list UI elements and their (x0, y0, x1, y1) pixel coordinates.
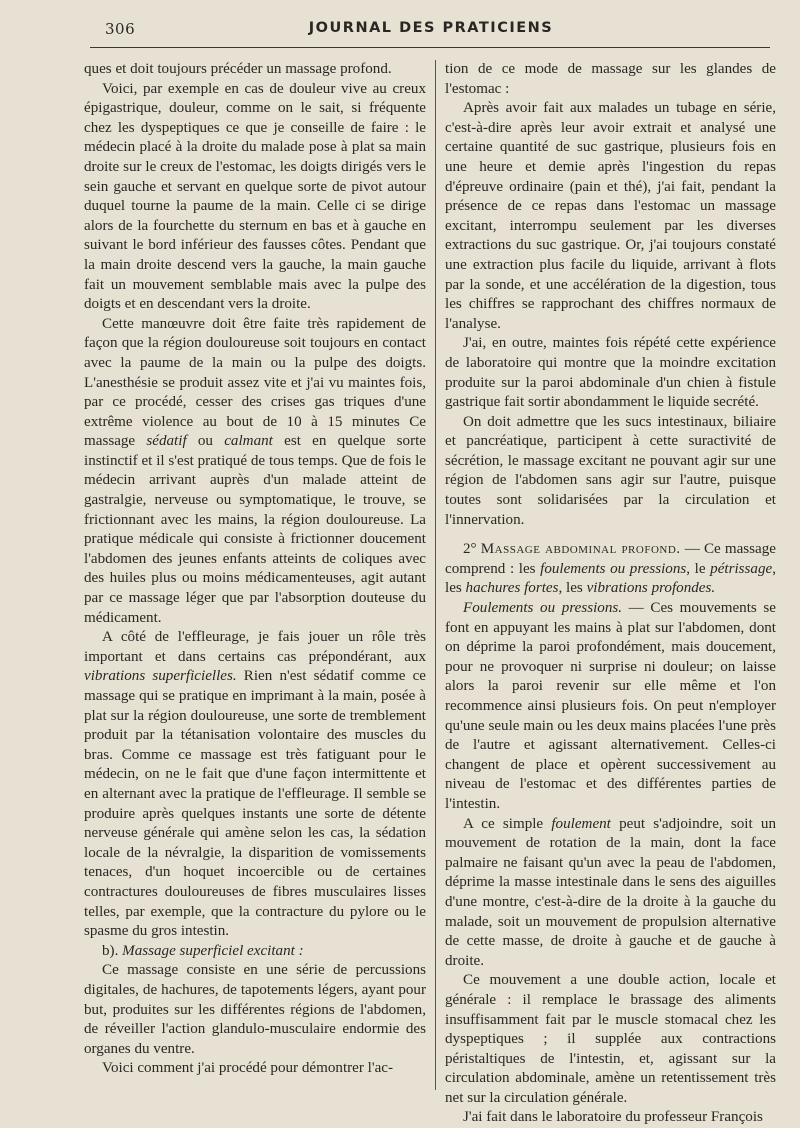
section-heading: Massage abdominal profond. (480, 541, 681, 558)
emphasis: vibrations superficielles. (84, 668, 237, 685)
column-divider (435, 60, 436, 1090)
paragraph: A ce simple foulement peut s'adjoindre, soit un mouvement de rotation de la main, dont la face palmaire ne faisant qu'un avec la peau de l'abdomen, déprime la masse intestinale dans le sens des aiguilles d'une montre, c'est-à-dire de la droite à la gauche du malade, soit un mouvement de propulsion alternative de cette masse, de droite à gauche et de gauche à droite. (445, 815, 776, 969)
emphasis: calmant (224, 433, 273, 450)
emphasis: Foulements ou pressions. (463, 600, 623, 617)
paragraph: A côté de l'effleurage, je fais jouer un rôle très important et dans certains cas prépondérant, aux vibrations superficielles. Rien n'est sédatif comme ce massage qui se pratique en imprimant à la main, posée à plat sur la région douloureuse, une sorte de tremblement produit par la tétanisation volontaire des muscles du bras. Comme ce massage est très fatiguant pour le médecin, on ne le fait que d'une façon intermittente et en alternant avec la pratique de l'effleurage. Il semble se produire après quelques instants une sorte de détente nerveuse générale qui amène selon les cas, la sédation locale de la névralgie, la disparition de vomissements tenaces, d'un hoquet incoercible ou de certaines contractures douloureuses de fibres musculaires lisses telles, par exemple, que la contracture du pylore ou le spasme du gros intestin. (84, 629, 426, 940)
left-column (84, 60, 426, 1090)
header-rule (90, 47, 770, 48)
paragraph: J'ai fait dans le laboratoire du professeur François (463, 1109, 763, 1126)
emphasis: sédatif (146, 433, 187, 450)
paragraph: tion de ce mode de massage sur les glandes de l'estomac : (445, 61, 776, 97)
paragraph: Foulements ou pressions. — Ces mouvements se font en appuyant les mains à plat sur l'abdomen, dont on déprime la paroi profondément, mais doucement, pour ne provoquer ni surprise ni douleur; on laisse alors la paroi revenir sur elle même et l'on recommence ainsi plusieurs fois. On peut n'employer qu'une seule main ou les deux mains placées l'une près de l'autre et agissant alternativement. Celles-ci changent de place et opèrent successivement au niveau de l'estomac et des différentes parties de l'intestin. (445, 600, 776, 812)
paragraph: Après avoir fait aux malades un tubage en série, c'est-à-dire après leur avoir extrait et analysé une certaine quantité de suc gastrique, plusieurs fois en une heure et demie après l'ingestion du repas d'épreuve ordinaire (pain et thé), j'ai fait, pendant la présence de ce repas dans l'estomac un massage excitant, interrompu seulement par les diverses extractions du suc gastrique. Or, j'ai toujours constaté une extraction plus facile du liquide, arrivant à flots par la sonde, et une accélération de la digestion, tous les chiffres se rapprochant des chiffres normaux de l'analyse. (445, 100, 776, 332)
paragraph: ques et doit toujours précéder un massage profond. (84, 61, 392, 77)
paragraph: Ce mouvement a une double action, locale et générale : il remplace le brassage des aliments insuffisamment fait par le muscle stomacal chez les dyspeptiques ; il supplée aux contractions péristaltiques de l'intestin, et, agissant sur la circulation abdominale, amène un retentissement très net sur la circulation générale. (445, 972, 776, 1106)
paragraph: Voici, par exemple en cas de douleur vive au creux épigastrique, douleur, comme on le sait, si fréquente chez les dyspeptiques ce que je conseille de faire : le médecin placé à la droite du malade pose à plat sa main droite sur le creux de l'estomac, les doigts dirigés vers le sein gauche et servant en quelque sorte de pivot autour duquel tourne la paume de la main. Celle ci se dirige alors de la fourchette du sternum en bas et à gauche en suivant le bord inférieur des fausses côtes. Pendant que la main droite descend vers la gauche, la main gauche fait un mouvement semblable mais avec la pulpe des doigts et en descendant vers la droite. (84, 80, 426, 313)
page-header (95, 20, 767, 44)
paragraph: On doit admettre que les sucs intestinaux, biliaire et pancréatique, participent à cette suractivité de sécrétion, le massage excitant ne pouvant agir sur une région de l'abdomen sans agir sur l'autre, puisque toutes sont solidarisées par la circulation et l'innervation. (445, 413, 776, 528)
paragraph: J'ai, en outre, maintes fois répété cette expérience de laboratoire qui montre que la moindre excitation produite sur la paroi abdominale d'un chien à fistule gastrique fait sortir abondamment le liquide secrété. (445, 335, 776, 411)
emphasis: Massage superficiel excitant : (122, 942, 304, 959)
section-heading-paragraph: 2° Massage abdominal profond. — Ce massage comprend : les foulements ou pressions, le pétrissage, les hachures fortes, les vibrations profondes. (445, 541, 776, 597)
page-number: 306 (105, 20, 136, 38)
journal-title: JOURNAL DES PRATICIENS (308, 20, 554, 36)
paragraph: Ce massage consiste en une série de percussions digitales, de hachures, de tapotements légers, ayant pour but, produites sur les différentes régions de l'abdomen, de réveiller l'action glandulo-musculaire endormie des organes du ventre. (84, 962, 426, 1057)
paragraph: Voici comment j'ai procédé pour démontrer l'ac- (102, 1060, 393, 1077)
paragraph: Cette manœuvre doit être faite très rapidement de façon que la région douloureuse soit toujours en contact avec la paume de la main ou la pulpe des doigts. L'anesthésie se produit assez vite et j'ai vu maintes fois, par ce procédé, cesser des crises gas triques d'une extrême violence au bout de 10 à 15 minutes Ce massage sédatif ou calmant est en quelque sorte instinctif et il s'est pratiqué de tous temps. Que de fois le médecin arrivant auprès d'un malade atteint de gastralgie, nerveuse ou symptomatique, le trouve, se frictionnant avec les mains, la région douloureuse. La pratique médicale qui consiste à frictionner doucement l'abdomen des jeunes enfants atteints de coliques avec des huiles plus ou moins médicamenteuses, agit autant par ce massage léger que par l'absorption douteuse du médicament. (84, 315, 426, 626)
right-column (445, 60, 776, 1126)
emphasis: foulement (551, 815, 611, 832)
subsection-heading: b). Massage superficiel excitant : (102, 942, 304, 959)
